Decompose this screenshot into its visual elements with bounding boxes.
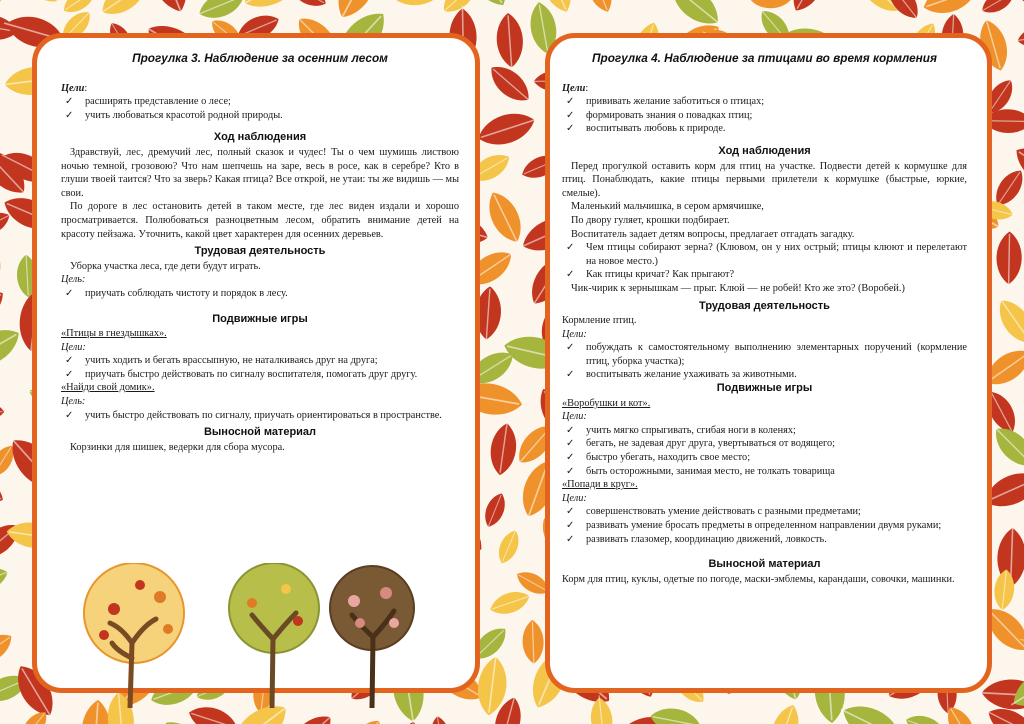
list-item: ✓ бегать, не задевая друг друга, увертываться от водящего; [566, 438, 836, 450]
game-1-title: «Воробушки и кот». [562, 397, 651, 409]
leaf-shape [750, 0, 797, 10]
leaf-shape [142, 0, 196, 20]
goals-label: Цели: [562, 82, 589, 94]
leaf-shape [428, 713, 453, 724]
game-1-goals-label: Цели: [562, 411, 587, 423]
games-heading: Подвижные игры [212, 312, 308, 325]
goals-label: Цели: [61, 82, 88, 94]
leaf-shape [703, 0, 756, 1]
list-item: ✓ учить мягко спрыгивать, сгибая ноги в коленях; [566, 424, 796, 436]
list-item: ✓ Чем птицы собирают зерна? (Клювом, он у них острый; птицы клюют и перелетают на новое место.) [566, 242, 967, 267]
labor-heading: Трудовая деятельность [194, 245, 326, 258]
check-icon: ✓ [566, 109, 575, 121]
observation-heading: Ход наблюдения [213, 131, 307, 144]
leaf-shape [494, 526, 524, 567]
game-2-goal-label: Цель: [61, 396, 86, 408]
game-1-goals-label: Цели: [61, 341, 86, 353]
leaf-shape [0, 401, 5, 422]
labor-goals-list [562, 341, 967, 382]
list-item: ✓ воспитывать желание ухаживать за животными. [566, 369, 797, 381]
check-icon: ✓ [566, 506, 575, 518]
labor-goals-label: Цели: [562, 328, 587, 340]
material-heading: Выносной материал [203, 426, 317, 439]
leaf-shape [12, 0, 69, 12]
check-icon: ✓ [566, 269, 575, 281]
game-2-goals-label: Цели: [562, 492, 587, 504]
list-item: ✓ приучать быстро действовать по сигналу воспитателя, помогать друг другу. [65, 368, 418, 380]
leaf-shape [0, 243, 7, 300]
list-item: ✓ воспитывать любовь к природе. [566, 123, 726, 135]
leaf-shape [474, 106, 541, 152]
leaf-shape [481, 187, 530, 250]
material-text: Корм для птиц, куклы, одетые по погоде, маски-эмблемы, карандаши, совочки, машинки. [562, 573, 955, 585]
riddle-line-1: Маленький мальчишка, в сером армячишке, [571, 201, 764, 213]
game-2-goals-list [562, 505, 967, 546]
games-heading: Подвижные игры [716, 382, 813, 395]
walk-3-title: Прогулка 3. Наблюдение за осенним лесом [132, 51, 388, 65]
check-icon: ✓ [65, 96, 74, 108]
check-icon: ✓ [566, 520, 575, 531]
leaf-shape [765, 701, 805, 724]
check-icon: ✓ [566, 533, 575, 545]
list-item: ✓ совершенствовать умение действовать с разными предметами; [566, 506, 861, 518]
material-heading: Выносной материал [708, 558, 821, 571]
leaf-shape [648, 704, 705, 724]
leaf-shape [0, 562, 13, 596]
check-icon: ✓ [566, 242, 575, 254]
check-icon: ✓ [566, 96, 575, 108]
check-icon: ✓ [65, 287, 74, 299]
list-item: ✓ учить быстро действовать по сигналу, приучать ориентироваться в пространстве. [65, 409, 442, 421]
labor-goals-list [61, 287, 459, 301]
leaf-shape [990, 291, 1024, 350]
questions-list [562, 241, 967, 282]
list-item: ✓ Как птицы кричат? Как прыгают? [566, 269, 735, 281]
leaf-shape [93, 0, 152, 24]
leaf-shape [283, 706, 340, 724]
leaf-shape [487, 586, 534, 619]
list-item: ✓ быть осторожными, занимая место, не толкать товарища [566, 465, 835, 477]
labor-heading: Трудовая деятельность [699, 299, 830, 312]
leaf-shape [786, 0, 832, 16]
leaf-shape [610, 0, 675, 1]
leaf-shape [487, 419, 519, 477]
leaf-shape [522, 619, 545, 666]
list-item: ✓ расширять представление о лесе; [65, 96, 231, 108]
leaf-shape [1013, 21, 1024, 52]
leaf-shape [495, 12, 525, 71]
list-item: ✓ формировать знания о повадках птиц; [566, 109, 753, 121]
check-icon: ✓ [65, 409, 74, 421]
observation-text: Перед прогулкой оставить корм для птиц на участке. Подвести детей к кормушке для птиц. Понаблюдать, какие птицы первыми прилетели к кормушке (быстрые, юркие, смелые). [562, 160, 967, 199]
check-icon: ✓ [566, 452, 575, 464]
game-2-goals-list [61, 409, 459, 423]
leaf-shape [996, 231, 1022, 287]
labor-text: Кормление птиц. [562, 315, 637, 327]
list-item: ✓ приучать соблюдать чистоту и порядок в лесу. [65, 287, 288, 299]
list-item: ✓ развивать умение бросать предметы в определенном направлении двумя руками; [566, 520, 942, 531]
check-icon: ✓ [65, 109, 74, 121]
leaf-shape [235, 0, 310, 18]
autumn-trees-illustration [82, 563, 422, 708]
check-icon: ✓ [566, 424, 575, 436]
riddle-line-2: По двору гуляет, крошки подбирает. [571, 214, 730, 226]
check-icon: ✓ [65, 355, 74, 367]
game-2-title: «Попади в круг». [562, 479, 638, 491]
walk-4-title: Прогулка 4. Наблюдение за птицами во время кормления [592, 51, 937, 65]
walk-4-card [545, 33, 992, 693]
list-item: ✓ учить ходить и бегать врассыпную, не наталкиваясь друг на друга; [65, 355, 378, 367]
check-icon: ✓ [566, 438, 575, 450]
game-1-title: «Птицы в гнездышках». [61, 328, 167, 340]
game-1-goals-list [562, 424, 967, 478]
goal-label: Цель: [61, 274, 86, 286]
leaf-shape [387, 0, 445, 8]
check-icon: ✓ [566, 465, 575, 477]
walk-3-card [32, 33, 480, 693]
leaf-shape [0, 470, 8, 509]
list-item: ✓ быстро убегать, находить свое место; [566, 452, 751, 464]
goals-list [61, 95, 459, 122]
list-item: ✓ учить любоваться красотой родной природы. [65, 109, 283, 121]
leaf-shape [834, 696, 907, 724]
leaf-shape [0, 73, 4, 109]
goals-list [562, 95, 967, 136]
check-icon: ✓ [566, 123, 575, 135]
observation-poem: Здравствуй, лес, дремучий лес, полный сказок и чудес! Ты о чем шумишь листвою ночью темной, грозовою? Что нам шепчешь на заре, весь в росе, как в серебре? Кто в глуши твоей таится? Что за зверь? Какая птица? Все открой, не утаи: ты же видишь — мы свои. [61, 146, 459, 199]
observation-heading: Ход наблюдения [718, 144, 811, 157]
check-icon: ✓ [566, 369, 575, 381]
leaf-shape [0, 627, 17, 671]
list-item: ✓ побуждать к самостоятельному выполнению элементарных поручений (кормление птиц, уборка участка); [566, 342, 967, 367]
check-icon: ✓ [65, 368, 74, 380]
leaf-shape [0, 283, 10, 334]
game-2-title: «Найди свой домик». [61, 382, 155, 394]
list-item: ✓ развивать глазомер, координацию движений, ловкость. [566, 533, 827, 545]
leaf-shape [581, 0, 617, 16]
list-item: ✓ прививать желание заботиться о птицах; [566, 96, 765, 108]
check-icon: ✓ [566, 342, 575, 354]
riddle-text: Чик-чирик к зернышкам — прыг. Клюй — не робей! Кто же это? (Воробей.) [571, 282, 905, 294]
game-1-goals-list [61, 354, 459, 381]
material-text: Корзинки для шишек, ведерки для сбора мусора. [70, 441, 285, 453]
observation-text: По дороге в лес остановить детей в таком месте, где лес виден издали и хорошо просматривается. Полюбоваться разноцветным лесом, обратить внимание детей на красоту пейзажа. Уточнить, какой цвет характерен для осенних деревьев. [61, 201, 459, 240]
leaf-shape [348, 714, 387, 724]
teacher-questions-text: Воспитатель задает детям вопросы, предлагает отгадать загадку. [571, 228, 855, 240]
leaf-shape [976, 0, 1018, 19]
leaf-shape [480, 490, 510, 531]
leaf-shape [284, 0, 330, 12]
leaf-shape [0, 0, 14, 19]
leaf-shape [903, 711, 950, 724]
labor-text: Уборка участка леса, где дети будут играть. [70, 260, 261, 272]
